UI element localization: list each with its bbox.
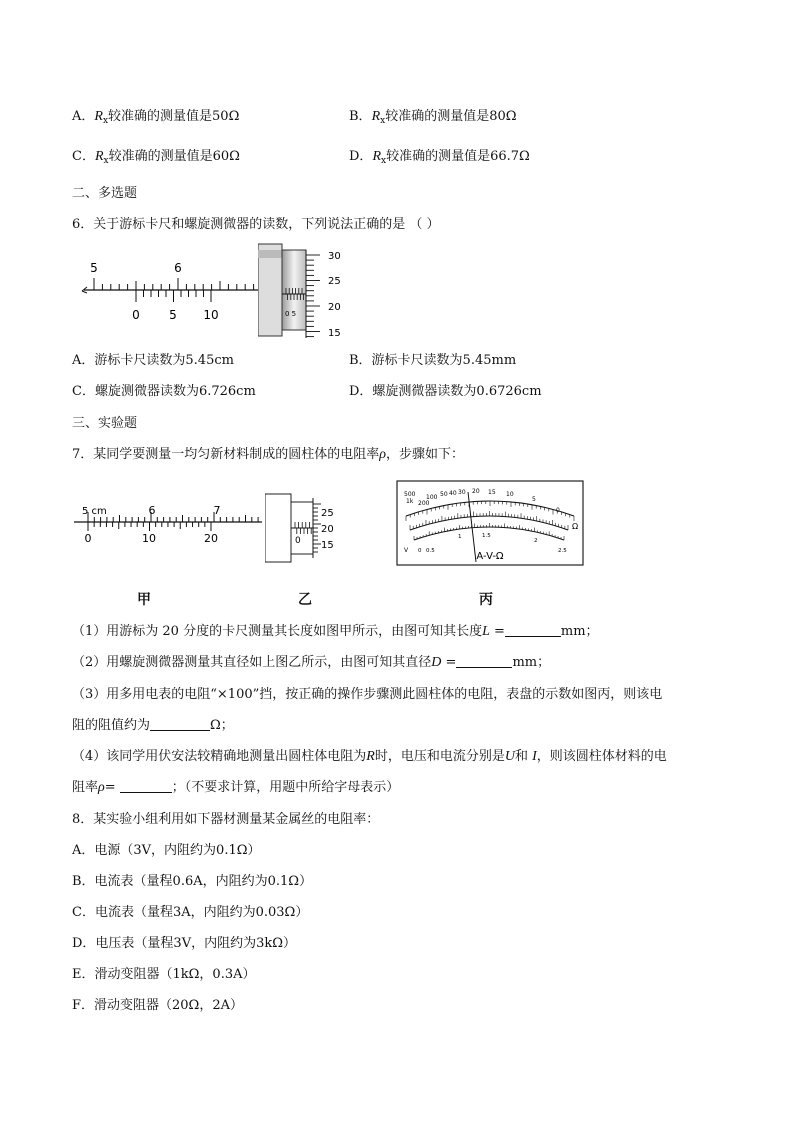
bing-low-label-1.5: 1.5 (482, 533, 491, 539)
bing-label-1k: 1k (406, 498, 414, 505)
q7-part2: （2）用螺旋测微器测量其直径如上图乙所示，由图可知其直径D = mm； (72, 655, 551, 670)
micrometer-thimble-label-15: 15 (328, 328, 341, 339)
q5-option-d: D．$R_x$较准确的测量值是66.7Ω (349, 149, 530, 166)
bing-label-50: 50 (440, 491, 448, 498)
micrometer-thimble-label-30: 30 (328, 251, 341, 262)
bing-label-0: 0 (556, 507, 560, 514)
yi-thimble-label-20: 20 (321, 524, 334, 535)
q8-item-e: E．滑动变阻器（1kΩ，0.3A） (72, 967, 256, 982)
caliper-vernier-label-0: 0 (132, 308, 140, 322)
micrometer-thimble-label-20: 20 (328, 302, 341, 313)
q5-option-b: B．$R_x$较准确的测量值是80Ω (349, 109, 517, 126)
q7-part4-line1: （4）该同学用伏安法较精确地测量出圆柱体电阻为R时，电压和电流分别是U和 I，则该圆柱体材料的电 (72, 749, 667, 764)
bing-label-200: 200 (418, 500, 430, 507)
caliper-vernier-label-10: 10 (203, 308, 219, 322)
caliper-vernier-label-5: 5 (169, 308, 177, 322)
bing-label-40: 40 (449, 490, 457, 497)
bing-label-5: 5 (532, 496, 536, 503)
bing-low-label-0: 0 (418, 548, 422, 554)
jia-vernier-label-20: 20 (204, 532, 218, 545)
bing-label-20: 20 (472, 488, 480, 495)
bing-label-15: 15 (488, 489, 496, 496)
jia-vernier-label-10: 10 (142, 532, 156, 545)
q8-item-f: F．滑动变阻器（20Ω，2A） (72, 998, 243, 1013)
section-heading-experiment: 三、实验题 (72, 416, 138, 431)
q6-option-a: A．游标卡尺读数为5.45cm (72, 353, 234, 368)
q7-caliper-figure-jia (70, 498, 265, 548)
yi-thimble-label-25: 25 (321, 508, 334, 519)
q7-stem: 7．某同学要测量一均匀新材料制成的圆柱体的电阻率ρ，步骤如下： (72, 447, 465, 462)
q8-stem: 8．某实验小组利用如下器材测量某金属丝的电阻率： (72, 812, 380, 827)
q7-part4-line2: 阻率ρ= ；（不要求计算，用题中所给字母表示） (72, 780, 400, 795)
answer-blank-resistance[interactable] (150, 716, 210, 731)
yi-thimble-label-15: 15 (321, 540, 334, 551)
bing-ohm-unit: Ω (572, 522, 579, 531)
micrometer-sleeve-label: 0 5 (285, 310, 297, 318)
bing-low-label-0.5: 0.5 (426, 548, 435, 554)
bing-low-label-2: 2 (534, 538, 538, 544)
section-heading-multi-choice: 二、多选题 (72, 186, 138, 201)
q7-part1: （1）用游标为 20 分度的卡尺测量其长度如图甲所示，由图可知其长度L = mm； (72, 624, 599, 639)
caption-yi: 乙 (298, 592, 312, 608)
bing-label-100: 100 (426, 494, 438, 501)
caption-bing: 丙 (479, 592, 493, 608)
q8-item-d: D．电压表（量程3V，内阻约为3kΩ） (72, 936, 297, 951)
answer-blank-diameter[interactable] (456, 653, 512, 668)
answer-blank-resistivity[interactable] (120, 778, 172, 793)
bing-label-30: 30 (458, 489, 466, 496)
answer-blank-length[interactable] (505, 622, 561, 637)
bing-low-label-1: 1 (458, 534, 462, 540)
yi-sleeve-label-0: 0 (295, 536, 301, 546)
q7-micrometer-figure-yi (265, 492, 347, 564)
bing-low-label-2.5: 2.5 (558, 548, 567, 554)
q6-stem: 6．关于游标卡尺和螺旋测微器的读数，下列说法正确的是 （ ） (72, 217, 440, 232)
q7-part3-line1: （3）用多用电表的电阻“×100”挡，按正确的操作步骤测此圆柱体的电阻，表盘的示数如图丙，则该电 (72, 687, 663, 702)
jia-main-label-5cm: 5 cm (82, 506, 107, 517)
jia-main-label-6: 6 (148, 504, 156, 517)
q8-item-c: C．电流表（量程3A，内阻约为0.03Ω） (72, 905, 309, 920)
caliper-main-label-5: 5 (90, 261, 98, 275)
q6-option-d: D．螺旋测微器读数为0.6726cm (349, 384, 542, 399)
q5-option-a: A．$R_x$较准确的测量值是50Ω (72, 109, 240, 126)
jia-vernier-label-0: 0 (84, 532, 92, 545)
bing-label-500: 500 (404, 491, 416, 498)
q8-item-b: B．电流表（量程0.6A，内阻约为0.1Ω） (72, 874, 313, 889)
q7-part3-line2: 阻的阻值约为 Ω； (72, 718, 234, 733)
micrometer-thimble-label-25: 25 (328, 276, 341, 287)
caption-jia: 甲 (137, 592, 151, 608)
q6-caliper-figure (78, 258, 260, 328)
q5-option-c: C．$R_x$较准确的测量值是60Ω (72, 149, 240, 166)
bing-v-symbol: V (404, 547, 409, 554)
q6-micrometer-figure (258, 240, 350, 340)
caliper-main-label-6: 6 (174, 261, 182, 275)
jia-main-label-7: 7 (213, 504, 221, 517)
bing-label-10: 10 (506, 491, 514, 498)
q8-item-a: A．电源（3V，内阻约为0.1Ω） (72, 843, 261, 858)
q6-option-b: B．游标卡尺读数为5.45mm (349, 353, 517, 368)
q7-multimeter-figure-bing (396, 480, 586, 568)
q6-option-c: C．螺旋测微器读数为6.726cm (72, 384, 256, 399)
bing-center-label: A-V-Ω (476, 551, 504, 562)
